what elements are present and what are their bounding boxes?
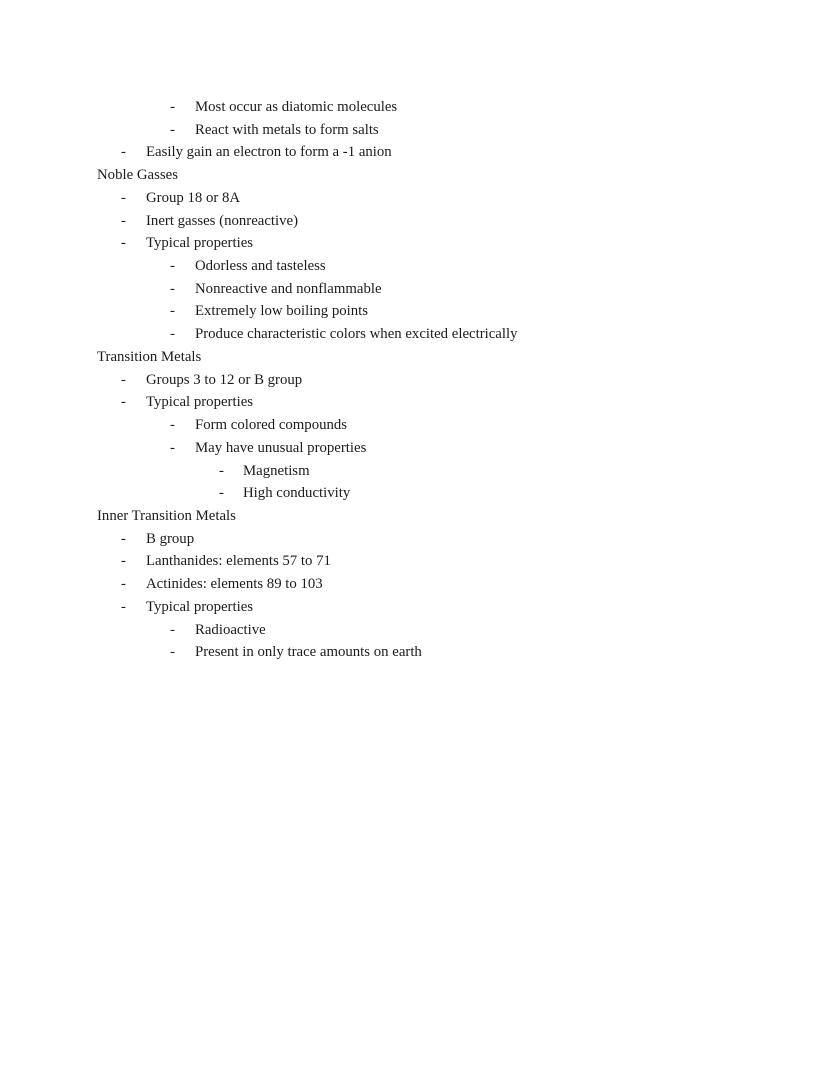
list-item (97, 187, 731, 210)
list-text: Actinides: elements 89 to 103 (146, 576, 323, 593)
list-item (97, 391, 731, 414)
list-text: Radioactive (195, 621, 266, 638)
list-text: Transition Metals (97, 348, 202, 365)
list-text: High conductivity (243, 485, 351, 502)
dash-bullet: - (121, 576, 126, 593)
notes-outline (97, 96, 731, 664)
list-item (97, 641, 731, 664)
list-item (97, 255, 731, 278)
list-item (97, 619, 731, 642)
dash-bullet: - (121, 394, 126, 411)
dash-bullet: - (219, 485, 224, 502)
dash-bullet: - (121, 189, 126, 206)
dash-bullet: - (170, 99, 175, 115)
list-item (97, 369, 731, 392)
list-text: Magnetism (243, 462, 310, 479)
list-text: Present in only trace amounts on earth (195, 644, 422, 661)
list-text: Form colored compounds (195, 417, 348, 434)
list-item (97, 232, 731, 255)
list-text: Typical properties (146, 598, 254, 615)
list-text: React with metals to form salts (195, 121, 379, 138)
list-item (97, 119, 731, 142)
list-item (97, 210, 731, 233)
list-text: Noble Gasses (97, 167, 178, 184)
dash-bullet: - (170, 258, 175, 275)
list-text: Inner Transition Metals (97, 507, 236, 524)
list-item (97, 596, 731, 619)
list-text: May have unusual properties (195, 439, 367, 456)
list-text: Easily gain an electron to form a -1 anion (146, 144, 392, 161)
dash-bullet: - (170, 121, 175, 138)
dash-bullet: - (121, 553, 126, 570)
list-item (97, 550, 731, 573)
dash-bullet: - (170, 303, 175, 320)
dash-bullet: - (170, 644, 175, 661)
list-item (97, 573, 731, 596)
list-item (97, 460, 731, 483)
list-item (97, 278, 731, 301)
dash-bullet: - (121, 235, 126, 252)
list-item (97, 414, 731, 437)
dash-bullet: - (170, 621, 175, 638)
list-text: Odorless and tasteless (195, 258, 326, 275)
list-text: Groups 3 to 12 or B group (146, 371, 303, 388)
dash-bullet: - (170, 326, 175, 343)
list-item (97, 482, 731, 505)
list-text: Inert gasses (nonreactive) (146, 212, 299, 229)
list-item (97, 141, 731, 164)
list-item (97, 300, 731, 323)
list-item (97, 437, 731, 460)
dash-bullet: - (121, 144, 126, 161)
list-text: Most occur as diatomic molecules (195, 99, 398, 115)
dash-bullet: - (121, 212, 126, 229)
dash-bullet: - (170, 417, 175, 434)
list-text: Group 18 or 8A (146, 189, 241, 206)
outline-heading (97, 346, 731, 369)
list-item (97, 528, 731, 551)
outline-heading (97, 164, 731, 187)
list-text: Extremely low boiling points (195, 303, 369, 320)
dash-bullet: - (170, 439, 175, 456)
dash-bullet: - (121, 530, 126, 547)
dash-bullet: - (121, 371, 126, 388)
list-text: Produce characteristic colors when excited electrically (195, 326, 518, 343)
list-text: Lanthanides: elements 57 to 71 (146, 553, 331, 570)
list-item (97, 323, 731, 346)
outline-heading (97, 505, 731, 528)
dash-bullet: - (170, 280, 175, 297)
dash-bullet: - (121, 598, 126, 615)
list-text: B group (146, 530, 195, 547)
list-text: Typical properties (146, 235, 254, 252)
list-text: Nonreactive and nonflammable (195, 280, 382, 297)
list-item (97, 96, 731, 119)
dash-bullet: - (219, 462, 224, 479)
list-text: Typical properties (146, 394, 254, 411)
